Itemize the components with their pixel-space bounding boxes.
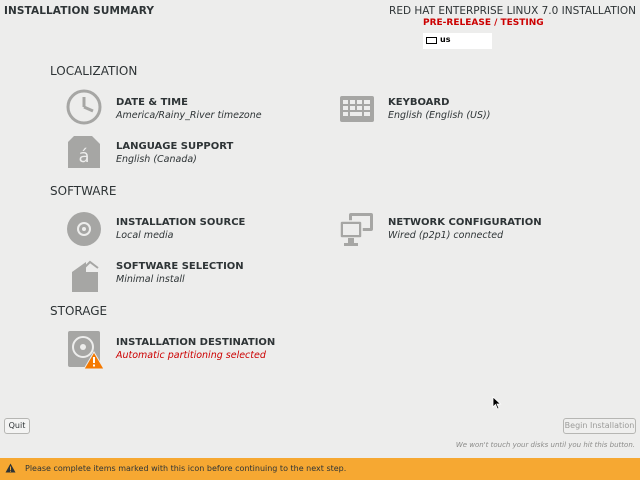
installation-destination-spoke[interactable]: INSTALLATION DESTINATION [116,337,276,348]
section-software: SOFTWARE [50,184,117,198]
keyboard-small-icon [426,37,437,44]
keyboard-spoke[interactable]: KEYBOARD [388,97,450,108]
disc-icon [66,211,102,247]
warning-message: Please complete items marked with this icon before continuing to the next step. [25,464,347,473]
destination-spoke-icon[interactable] [67,330,107,374]
package-icon [68,258,104,294]
section-localization: LOCALIZATION [50,64,138,78]
software-selection-spoke[interactable]: SOFTWARE SELECTION [116,261,244,272]
language-status: English (Canada) [116,154,197,165]
date-time-spoke[interactable]: DATE & TIME [116,97,188,108]
network-icon [337,211,377,247]
installation-destination-status: Automatic partitioning selected [116,350,266,361]
mouse-cursor-icon [492,396,502,410]
svg-text:á: á [78,146,90,167]
quit-button[interactable]: Quit [4,418,30,434]
begin-installation-button[interactable]: Begin Installation [563,418,636,434]
software-selection-status: Minimal install [116,274,185,285]
network-spoke[interactable]: NETWORK CONFIGURATION [388,217,542,228]
date-time-status: America/Rainy_River timezone [116,110,262,121]
installation-source-status: Local media [116,230,174,241]
warning-bar [0,458,640,480]
software-spoke-icon[interactable] [68,258,104,298]
warning-icon [5,463,16,473]
keyboard-status: English (English (US)) [388,110,491,121]
network-spoke-icon[interactable] [337,211,377,251]
clock-icon [66,89,102,125]
keyboard-icon [337,92,377,128]
network-status: Wired (p2p1) connected [388,230,504,241]
language-spoke[interactable]: LANGUAGE SUPPORT [116,141,234,152]
page-title: INSTALLATION SUMMARY [4,5,155,17]
language-spoke-icon[interactable] [66,134,102,174]
prerelease-label: PRE-RELEASE / TESTING [423,18,544,28]
keyboard-layout-label: us [440,35,451,44]
source-spoke-icon[interactable] [66,211,102,251]
installation-source-spoke[interactable]: INSTALLATION SOURCE [116,217,246,228]
keyboard-spoke-icon[interactable] [337,92,377,132]
date-time-icon[interactable] [66,89,102,129]
product-name: RED HAT ENTERPRISE LINUX 7.0 INSTALLATION [389,5,636,17]
language-icon [66,134,102,170]
section-storage: STORAGE [50,304,108,318]
disk-note: We won't touch your disks until you hit this button. [455,441,635,449]
harddisk-warning-icon [67,330,107,370]
keyboard-layout-indicator[interactable] [423,33,492,49]
